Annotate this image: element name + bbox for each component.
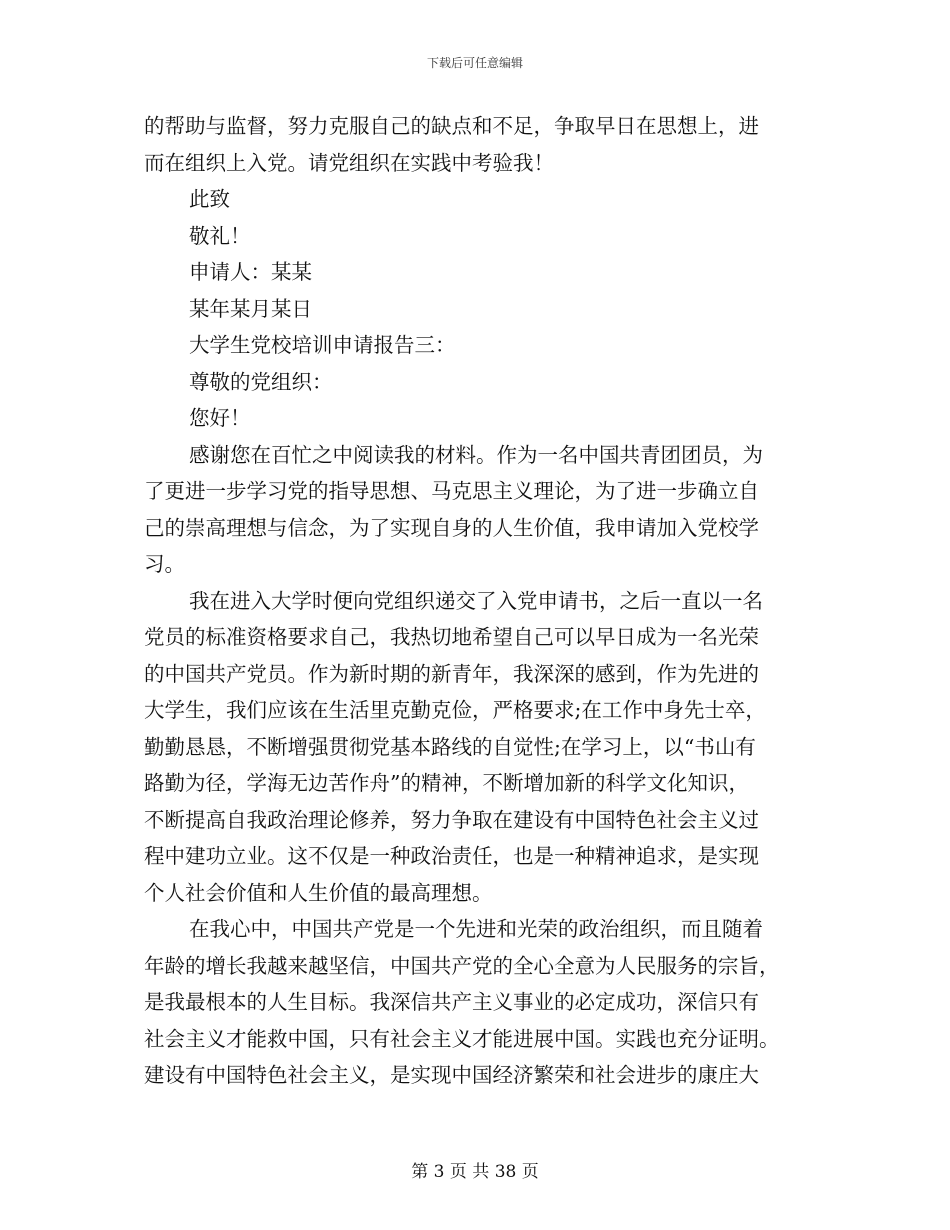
text-line: 了更进一步学习党的指导思想、马克思主义理论，为了进一步确立自 (144, 479, 759, 503)
text-line: 大学生，我们应该在生活里克勤克俭，严格要求;在工作中身先士卒， (144, 698, 766, 722)
text-line: 个人社会价值和人生价值的最高理想。 (144, 880, 493, 905)
text-line: 在我心中，中国共产党是一个先进和光荣的政治组织，而且随着 (189, 917, 763, 941)
text-line: 而在组织上入党。请党组织在实践中考验我！ (144, 150, 554, 175)
text-line: 的帮助与监督，努力克服自己的缺点和不足，争取早日在思想上，进 (144, 114, 759, 138)
text-line: 习。 (144, 552, 185, 576)
text-line: 社会主义才能救中国，只有社会主义才能进展中国。实践也充分证明。 (144, 1026, 780, 1051)
text-line: 某年某月某日 (189, 296, 312, 321)
text-line: 路勤为径，学海无边苦作舟”的精神，不断增加新的科学文化知识， (144, 771, 749, 795)
text-line: 尊敬的党组织： (189, 369, 333, 394)
document-body (144, 108, 804, 1094)
text-line: 党员的标准资格要求自己，我热切地希望自己可以早日成为一名光荣 (144, 625, 759, 649)
text-line: 是我最根本的人生目标。我深信共产主义事业的必定成功，深信只有 (144, 990, 759, 1014)
page-header: 下载后可任意编辑 (426, 56, 523, 70)
text-line: 您好！ (189, 406, 251, 430)
text-line: 的中国共产党员。作为新时期的新青年，我深深的感到，作为先进的 (144, 661, 759, 686)
text-line: 此致 (189, 187, 230, 211)
text-line: 程中建功立业。这不仅是一种政治责任，也是一种精神追求，是实现 (144, 844, 759, 868)
text-line: 感谢您在百忙之中阅读我的材料。作为一名中国共青团团员，为 (189, 442, 763, 467)
text-line: 建设有中国特色社会主义，是实现中国经济繁荣和社会进步的康庄大 (144, 1063, 759, 1087)
text-line: 敬礼！ (189, 223, 251, 248)
text-line: 己的崇高理想与信念，为了实现自身的人生价值，我申请加入党校学 (144, 515, 759, 540)
text-line: 勤勤恳恳，不断增强贯彻党基本路线的自觉性;在学习上，以“书山有 (144, 734, 756, 759)
text-line: 申请人：某某 (189, 260, 312, 284)
text-line: 不断提高自我政治理论修养，努力争取在建设有中国特色社会主义过 (144, 807, 759, 832)
text-line: 我在进入大学时便向党组织递交了入党申请书，之后一直以一名 (189, 588, 763, 613)
page-number: 第 3 页 共 38 页 (411, 1162, 539, 1182)
text-line: 大学生党校培训申请报告三： (189, 333, 456, 357)
text-line: 年龄的增长我越来越坚信，中国共产党的全心全意为人民服务的宗旨， (144, 953, 780, 978)
